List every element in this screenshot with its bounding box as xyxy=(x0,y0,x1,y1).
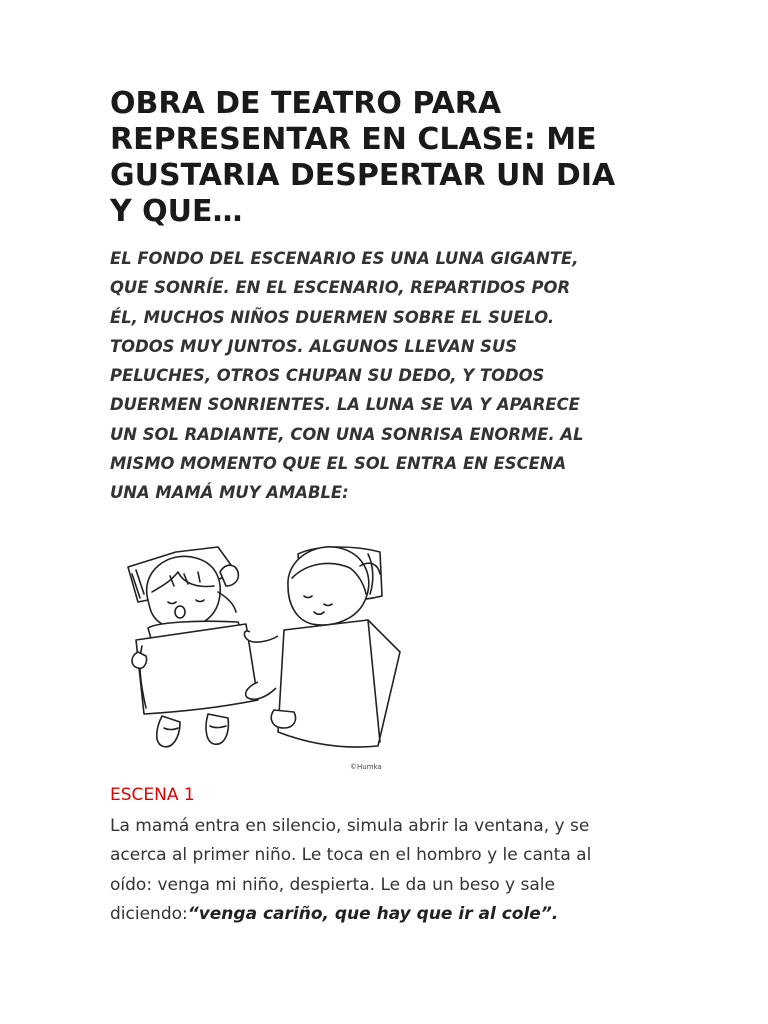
title-line: GUSTARIA DESPERTAR UN DIA xyxy=(110,158,616,193)
left-child-head xyxy=(147,556,221,628)
stage-directions-line: PELUCHES, OTROS CHUPAN SU DEDO, Y TODOS xyxy=(110,366,545,386)
stage-directions-line: ÉL, MUCHOS NIÑOS DUERMEN SOBRE EL SUELO. xyxy=(110,307,555,327)
scene-heading: ESCENA 1 xyxy=(110,785,195,805)
left-child-foot-right xyxy=(206,714,228,744)
scene-text-prefix: diciendo: xyxy=(110,903,188,924)
stage-directions-line: QUE SONRÍE. EN EL ESCENARIO, REPARTIDOS POR xyxy=(110,278,571,298)
left-child-open-mouth xyxy=(175,606,185,618)
scene-text-line: La mamá entra en silencio, simula abrir la ventana, y se xyxy=(110,816,590,836)
illustration-copyright: ©Humka xyxy=(350,763,382,771)
left-child-hand xyxy=(132,652,147,668)
stage-directions xyxy=(110,244,670,508)
stage-directions-line: DUERMEN SONRIENTES. LA LUNA SE VA Y APARECE xyxy=(110,395,580,415)
title-line: OBRA DE TEATRO PARA xyxy=(110,86,502,121)
right-child-hand xyxy=(244,631,278,642)
title-line: REPRESENTAR EN CLASE: ME xyxy=(110,122,597,157)
stage-directions-line: UN SOL RADIANTE, CON UNA SONRISA ENORME. AL xyxy=(110,424,584,444)
stage-directions-line: TODOS MUY JUNTOS. ALGUNOS LLEVAN SUS xyxy=(110,336,518,356)
right-child-foot xyxy=(271,710,295,728)
sleeping-children-illustration xyxy=(118,532,408,776)
scene-text-line: oído: venga mi niño, despierta. Le da un beso y sale xyxy=(110,874,555,895)
stage-directions-line: MISMO MOMENTO QUE EL SOL ENTRA EN ESCENA xyxy=(110,454,567,474)
scene-text-last-line xyxy=(110,900,670,929)
left-blanket xyxy=(136,624,258,714)
scene-text xyxy=(110,812,670,929)
stage-directions-line: EL FONDO DEL ESCENARIO ES UNA LUNA GIGANTE, xyxy=(110,249,579,268)
stage-directions-line: UNA MAMÁ MUY AMABLE: xyxy=(110,483,349,503)
title-line: Y QUE… xyxy=(110,194,243,229)
right-blanket xyxy=(278,620,400,747)
scene-text-suffix: . xyxy=(551,903,559,924)
scene-quote: “venga cariño, que hay que ir al cole” xyxy=(187,903,552,924)
scene-text-line: acerca al primer niño. Le toca en el hombro y le canta al xyxy=(110,845,592,866)
right-child-head xyxy=(288,547,369,625)
left-child-foot-left xyxy=(157,716,180,747)
document-title xyxy=(110,86,670,230)
left-child-raised-hand xyxy=(220,565,238,586)
